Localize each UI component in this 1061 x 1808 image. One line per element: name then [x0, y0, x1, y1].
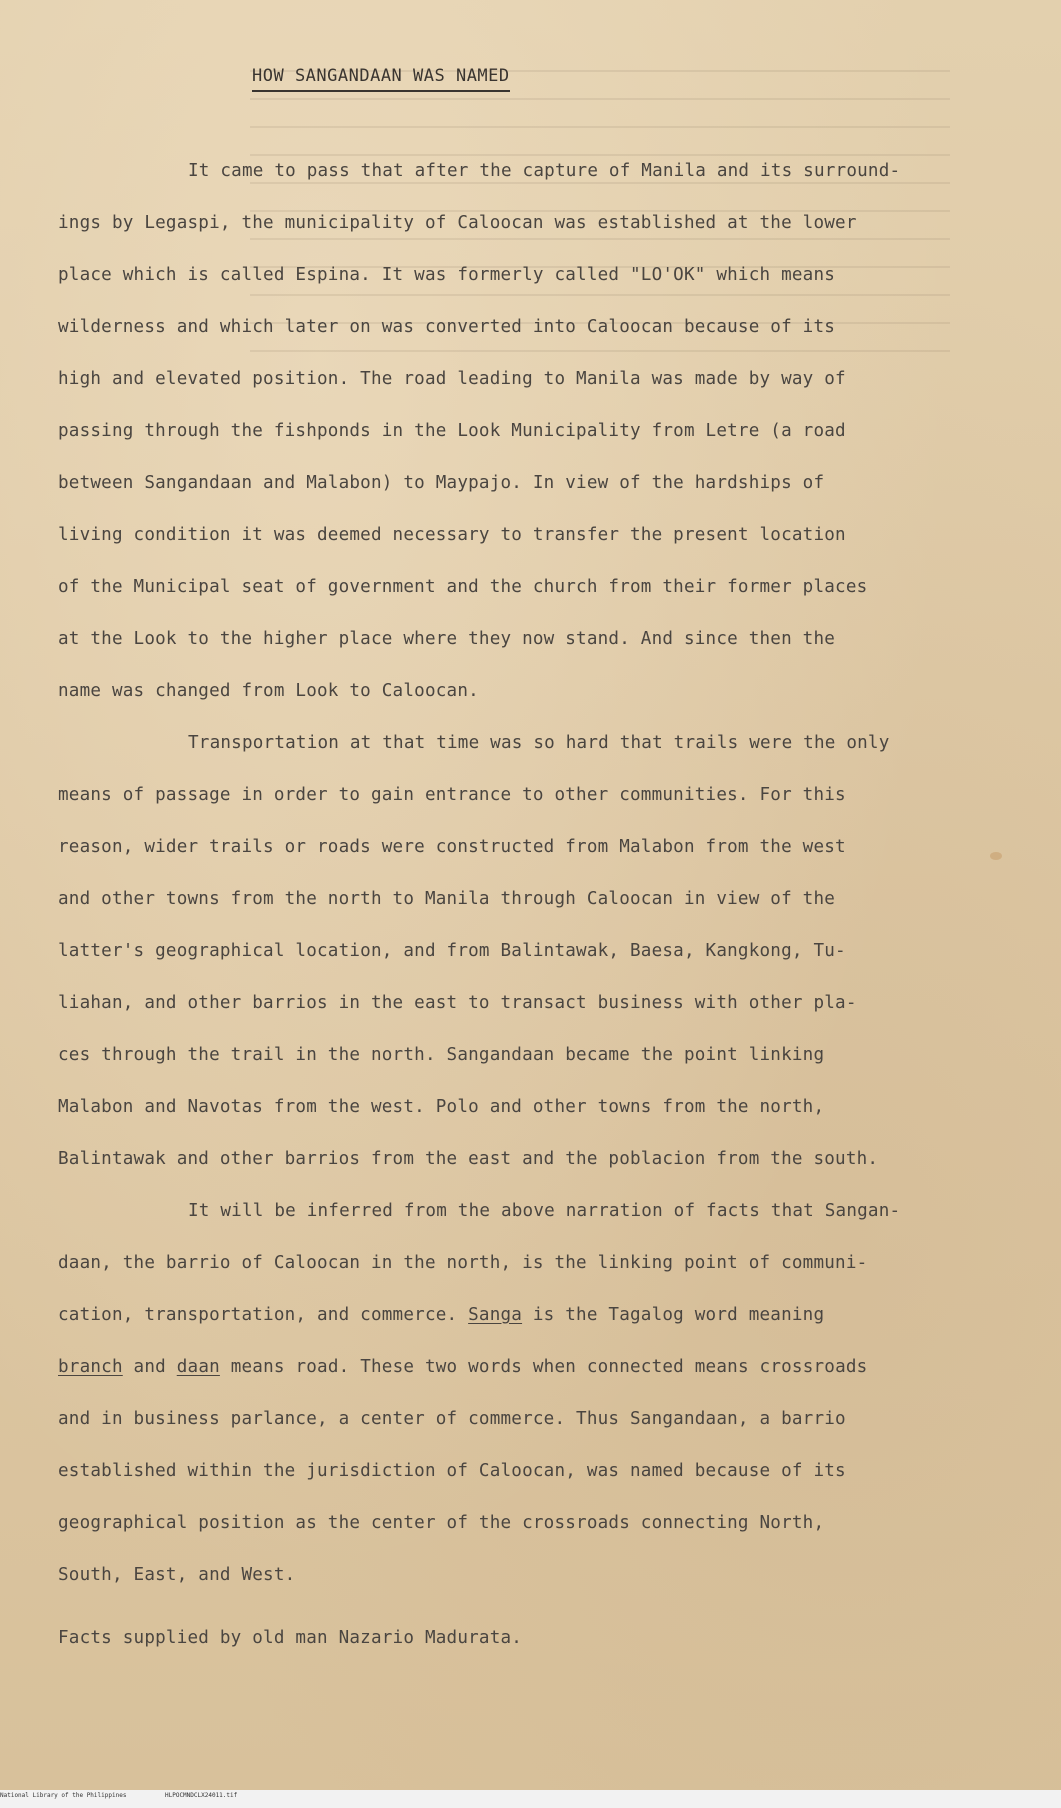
- p1-line: living condition it was deemed necessary to transfer the present location: [58, 525, 846, 545]
- p2-line: liahan, and other barrios in the east to transact business with other pla-: [58, 993, 857, 1013]
- underlined-word-branch: branch: [58, 1357, 123, 1377]
- p1-line: at the Look to the higher place where they now stand. And since then the: [58, 629, 836, 649]
- p1-line: passing through the fishponds in the Look Municipality from Letre (a road: [58, 421, 846, 441]
- p3-line: [58, 1341, 1008, 1393]
- p3-line: geographical position as the center of the crossroads connecting North,: [58, 1513, 825, 1533]
- p3-line-text: and: [122, 1357, 177, 1377]
- p1-line: between Sangandaan and Malabon) to Maypajo. In view of the hardships of: [58, 473, 825, 493]
- p3-line: established within the jurisdiction of Caloocan, was named because of its: [58, 1461, 846, 1481]
- p3-line: South, East, and West.: [58, 1565, 296, 1585]
- p3-line: and in business parlance, a center of commerce. Thus Sangandaan, a barrio: [58, 1409, 846, 1429]
- p2-line: reason, wider trails or roads were constructed from Malabon from the west: [58, 837, 846, 857]
- underlined-word-daan: daan: [176, 1357, 220, 1377]
- p2-line: Transportation at that time was so hard that trails were the only: [188, 733, 890, 753]
- p2-line: latter's geographical location, and from Balintawak, Baesa, Kangkong, Tu-: [58, 941, 846, 961]
- p3-line: daan, the barrio of Caloocan in the north, is the linking point of communi-: [58, 1253, 868, 1273]
- p2-line: and other towns from the north to Manila through Caloocan in view of the: [58, 889, 836, 909]
- p1-line: of the Municipal seat of government and the church from their former places: [58, 577, 868, 597]
- p1-line: high and elevated position. The road leading to Manila was made by way of: [58, 369, 846, 389]
- footer-library: National Library of the Philippines: [0, 1792, 127, 1799]
- p2-line: Balintawak and other barrios from the east and the poblacion from the south.: [58, 1149, 879, 1169]
- p3-line: It will be inferred from the above narration of facts that Sangan-: [188, 1201, 901, 1221]
- source-note: Facts supplied by old man Nazario Madurata.: [58, 1628, 523, 1648]
- p2-line: Malabon and Navotas from the west. Polo and other towns from the north,: [58, 1097, 825, 1117]
- p3-line-text: means road. These two words when connected means crossroads: [219, 1357, 868, 1377]
- footer-file-code: HLPOCMNDCLX24011.tif: [165, 1792, 238, 1799]
- p3-line-text: is the Tagalog word meaning: [522, 1305, 825, 1325]
- scan-footer: [0, 1790, 1061, 1808]
- p1-line: place which is called Espina. It was formerly called "LO'OK" which means: [58, 265, 836, 285]
- p2-line: means of passage in order to gain entrance to other communities. For this: [58, 785, 846, 805]
- p2-line: ces through the trail in the north. Sangandaan became the point linking: [58, 1045, 825, 1065]
- underlined-word-sanga: Sanga: [468, 1305, 523, 1325]
- p1-line: wilderness and which later on was converted into Caloocan because of its: [58, 317, 836, 337]
- p3-line: [58, 1289, 1008, 1341]
- page-title: HOW SANGANDAAN WAS NAMED: [252, 66, 510, 92]
- p3-line-text: cation, transportation, and commerce.: [58, 1305, 469, 1325]
- document-body: [58, 145, 1008, 1601]
- p1-line: ings by Legaspi, the municipality of Caloocan was established at the lower: [58, 213, 857, 233]
- p1-line: name was changed from Look to Caloocan.: [58, 681, 479, 701]
- p1-line: It came to pass that after the capture of Manila and its surround-: [188, 161, 901, 181]
- paper-stain: [990, 852, 1002, 860]
